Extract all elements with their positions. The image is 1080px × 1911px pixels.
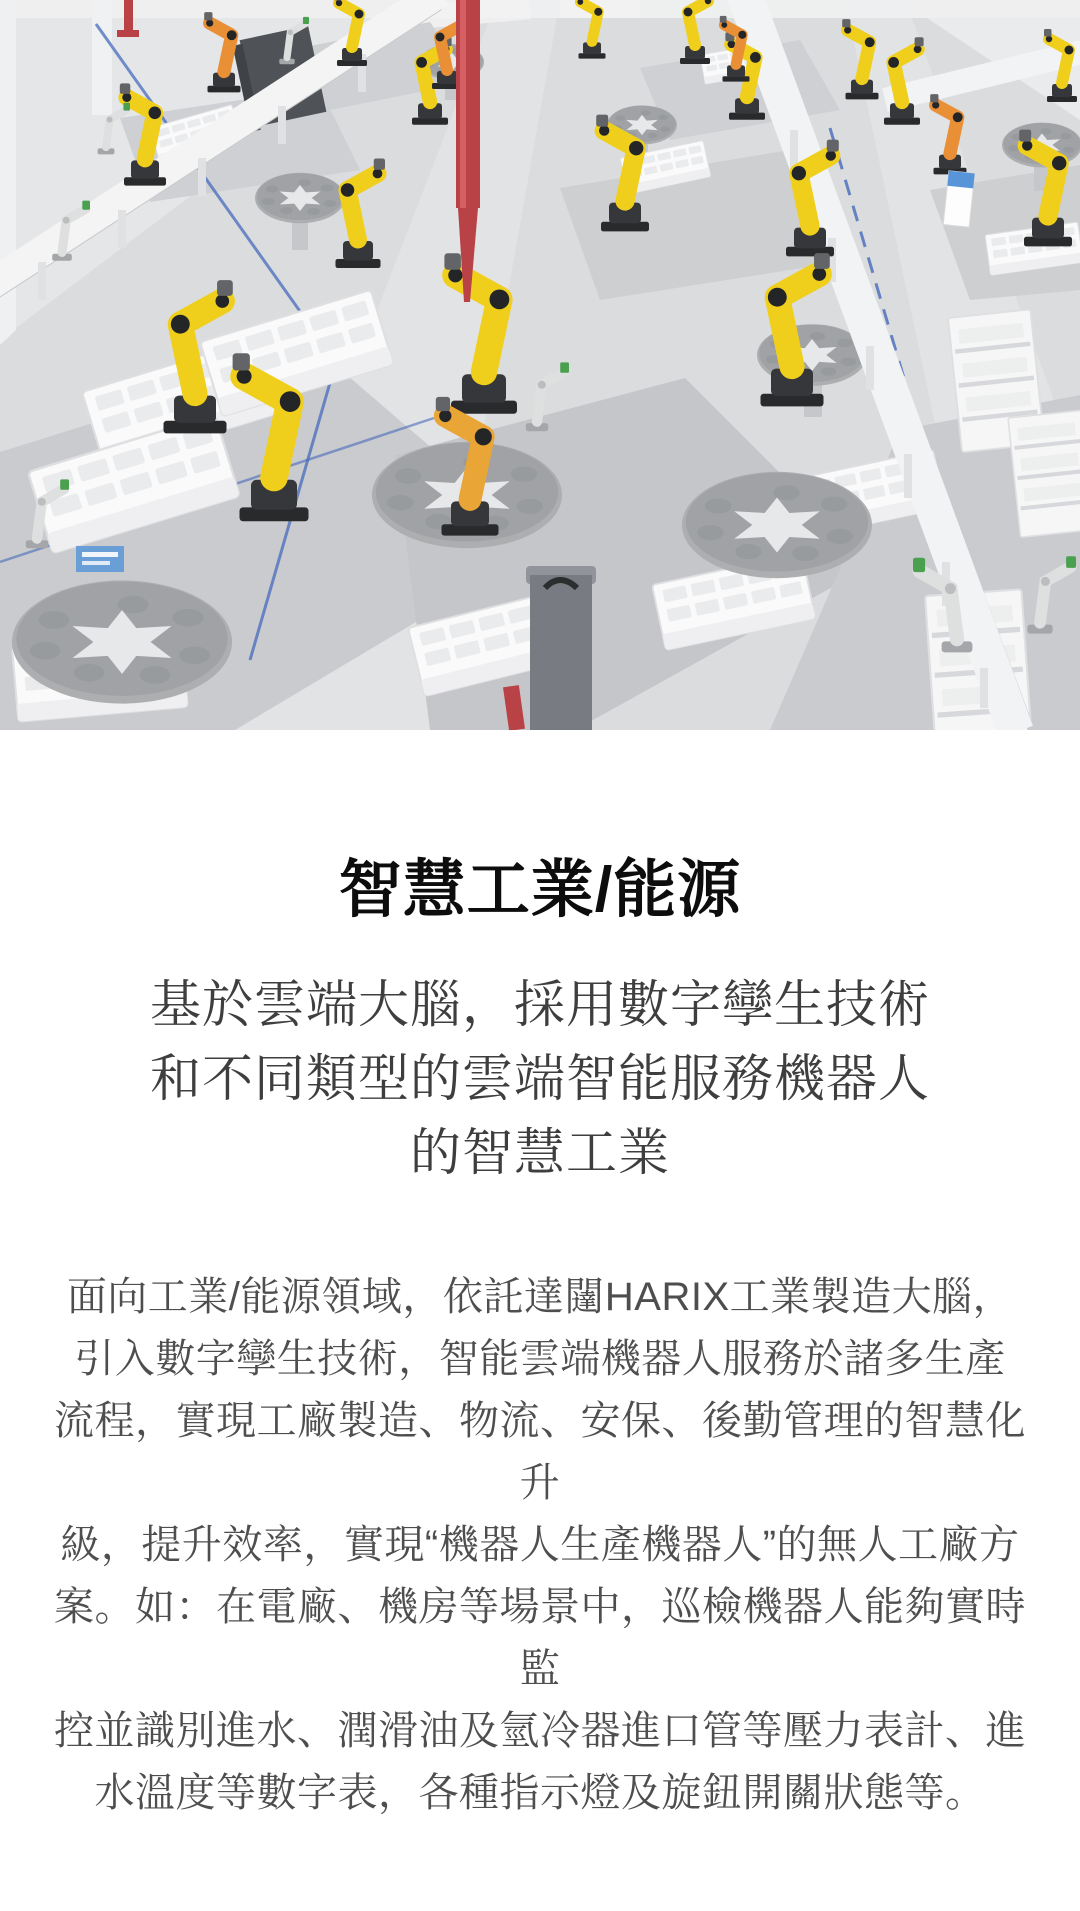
hero-image (0, 0, 1080, 730)
subtitle (0, 968, 1080, 1190)
subtitle-line: 基於雲端大腦，採用數字孿生技術 (149, 976, 930, 1033)
body-line: 引入數字孿生技術，智能雲端機器人服務於諸多生產 (74, 1337, 1006, 1381)
subtitle-line: 和不同類型的雲端智能服務機器人 (149, 1050, 930, 1107)
subtitle-line: 的智慧工業 (409, 1124, 670, 1181)
smart-factory-illustration (0, 0, 1080, 730)
body-line: 控並識別進水、潤滑油及氫冷器進口管等壓力表計、進 (54, 1709, 1026, 1753)
text-section (0, 730, 1080, 1824)
body-paragraph (0, 1266, 1080, 1824)
body-line: 流程，實現工廠製造、物流、安保、後勤管理的智慧化升 (54, 1399, 1026, 1505)
page-title: 智慧工業/能源 (338, 855, 742, 925)
body-line: 級，提升效率，實現“機器人生產機器人”的無人工廠方 (60, 1523, 1020, 1567)
body-line: 案。如：在電廠、機房等場景中，巡檢機器人能夠實時監 (54, 1585, 1026, 1691)
body-line: 水溫度等數字表，各種指示燈及旋鈕開關狀態等。 (94, 1771, 986, 1815)
body-line: 面向工業/能源領域，依託達闥HARIX工業製造大腦， (66, 1275, 1014, 1319)
video-wash-overlay (0, 0, 1080, 730)
